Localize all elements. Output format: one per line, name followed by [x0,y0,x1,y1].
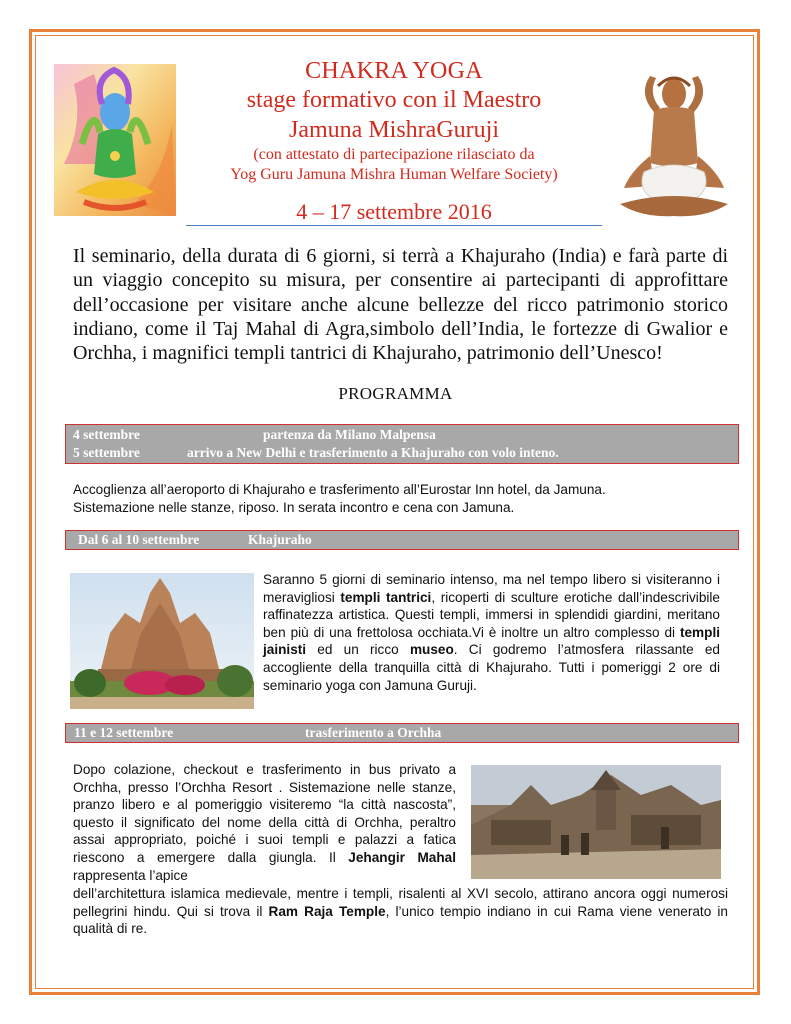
arrival-description [73,481,733,516]
schedule-text: partenza da Milano Malpensa [263,427,436,442]
khajuraho-text-part: ed un ricco [306,642,410,658]
subtitle-stage: stage formativo con il Maestro [246,87,542,113]
schedule-date: 4 settembre [73,427,140,442]
attestato-line1: (con attestato di partecipazione rilasciato da [253,146,535,163]
khajuraho-text [263,571,720,694]
highlight-templi-tantrici: templi tantrici [340,589,432,605]
header-divider [186,225,602,226]
highlight-templi-jainisti: templi jainisti [263,624,720,658]
intro-paragraph [73,244,728,365]
schedule-row [66,444,738,462]
orchha-description-top [73,761,456,884]
chakra-illustration [54,64,176,216]
khajuraho-text-part: . Ci godremo l’atmosfera rilassante ed accogliente della tranquilla città di Khajuraho. Tutti i pomeriggi 2 ore di seminario yoga con Jamuna Guruji. [263,642,720,693]
programma-heading: PROGRAMMA [338,384,453,403]
arrival-line1: Accoglienza all’aeroporto di Khajuraho e trasferimento all’Eurostar Inn hotel, da Jamuna. [73,482,606,497]
schedule-date: 11 e 12 settembre [74,725,174,740]
highlight-jehangir-mahal: Jehangir Mahal [348,849,456,865]
schedule-text: trasferimento a Orchha [305,725,442,740]
schedule-row [66,724,738,742]
schedule-text: Khajuraho [248,532,312,547]
khajuraho-text-part: , ricoperti di sculture erotiche dall’indescrivibile raffinatezza artistica. Questi templi, immersi in splendidi giardini, meritano ben più di una frettolosa occhiata.Vi è inoltre un altro complesso di [263,589,720,640]
highlight-ram-raja-temple: Ram Raja Temple [268,903,386,919]
intro-text: Il seminario, della durata di 6 giorni, si terrà a Khajuraho (India) e farà parte di un viaggio concepito su misura, per consentire ai partecipanti di approfittare dell’occasione per visitare anche alcune bellezze del ricco patrimonio storico indiano, come il Taj Mahal di Agra,simbolo dell’India, le fortezze di Gwalior e Orchha, i magnifici templi tantrici di Khajuraho, patrimonio dell’Unesco! [73,245,728,365]
highlight-museo: museo [409,642,454,658]
page-title: CHAKRA YOGA [305,58,483,84]
schedule-band-orchha [65,723,739,743]
orchha-description-bottom [73,885,728,938]
attestato-line2: Yog Guru Jamuna Mishra Human Welfare Society) [230,166,558,183]
arrival-line2: Sistemazione nelle stanze, riposo. In serata incontro e cena con Jamuna. [73,499,515,515]
orchha-text-part: , l’unico tempio indiano in cui Rama viene venerato in qualità di re. [73,903,728,937]
schedule-row [66,426,738,444]
khajuraho-temple-photo [70,573,254,709]
event-dates: 4 – 17 settembre 2016 [296,199,492,224]
orchha-text-part: dell’architettura islamica medievale, mentre i templi, risalenti al XVI secolo, attirano ancora oggi numerosi pellegrini hindu. Qui si trova il [73,886,728,919]
orchha-palace-photo [471,765,721,879]
subtitle-master: Jamuna MishraGuruji [289,117,499,143]
schedule-text: arrivo a New Delhi e trasferimento a Khajuraho con volo inteno. [187,445,559,460]
schedule-date: Dal 6 al 10 settembre [78,532,200,547]
khajuraho-text-part: Saranno 5 giorni di seminario intenso, ma nel tempo libero si visiteranno i meravigliosi [263,572,720,605]
schedule-band-khajuraho [65,530,739,550]
schedule-date: 5 settembre [73,445,140,460]
schedule-row [66,531,738,549]
schedule-band-arrival [65,424,739,464]
khajuraho-description [263,571,720,694]
orchha-text-part: Dopo colazione, checkout e trasferimento in bus privato a Orchha, presso l’Orchha Resort . Sistemazione nelle stanze, pranzo libero e al pomeriggio visiteremo “la città nascosta”, questo il significato del nome della città di Orchha, peraltro assai appropriato, poiché i suoi templi e palazzi a fatica riescono a emergere dalla giungla. Il [73,762,456,865]
orchha-text-top [73,761,456,884]
header [180,57,608,226]
guru-photo [610,68,738,224]
orchha-text-bottom [73,885,728,938]
orchha-text-part: rappresenta l’apice [73,867,188,883]
